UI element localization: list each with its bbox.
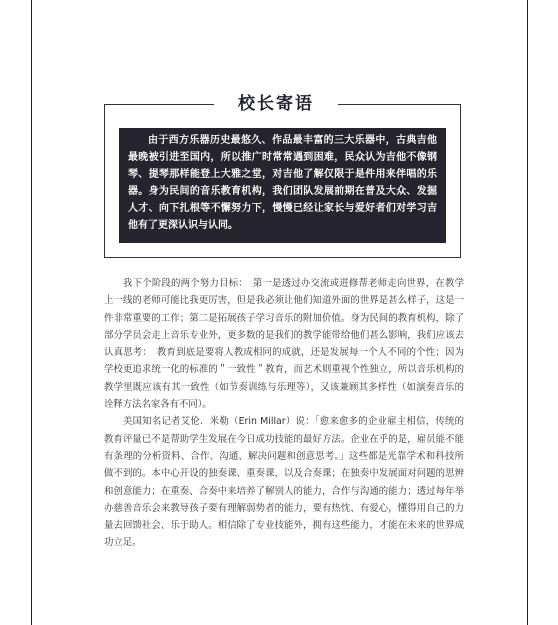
body-text <box>104 275 464 552</box>
intro-paragraph: 由于西方乐器历史最悠久、作品最丰富的三大乐器中，古典吉他最晚被引进至国内，所以推广时常常遇到困难，民众认为吉他不像钢琴、提琴那样能登上大雅之堂，对吉他了解仅限于是件用来伴唱的乐器。身为民间的音乐教育机构，我们团队发展前期在普及大众、发掘人才、向下扎根等不懈努力下，慢慢已经让家长与爱好者们对学习吉他有了更深认识与认同。 <box>128 135 437 231</box>
body-paragraph-1: 我下个阶段的两个努力目标： 第一是透过办交流或进修帮老师走向世界，在教学上一线的老师可能比我更厉害，但是我必须让他们知道外面的世界是甚么样子，这是一件非常重要的工作；第二是拓展孩子学习音乐的附加价值。身为民间的教育机构，除了部分学员会走上音乐专业外，更多数的是我们的教学能带给他们甚么影响，我们应该去认真思考： 教育到底是要将人教成相同的成就，还是发展每一个人不同的个性；因为学校更追求统一化的标准的＂一致性＂教育，而艺术则重视个性独立，所以音乐机构的教学里既应该有其一致性（如节奏训练与乐理等），又该兼顾其多样性（如演奏音乐的诠释方法名家各有不同）。 <box>104 278 464 411</box>
body-paragraph-2: 美国知名记者艾伦．米勒（Erin Millar）说：「愈来愈多的企业雇主相信，传统的教育评量已不是帮助学生发展在今日成功技能的最好方法。企业在乎的是，雇员能不能有条理的分析资料、合作、沟通、解决问题和创意思考。」这些都是光靠学术和科技所做不到的。本中心开设的独奏课、重奏课，以及合奏课；在独奏中发展面对问题的思辨和创意能力；在重奏、合奏中来培养了解别人的能力，合作与沟通的能力；透过每年举办慈善音乐会来教导孩子要有理解弱势者的能力，要有热忱、有爱心，懂得用自己的力量去回馈社会、乐于助人。相信除了专业技能外，拥有这些能力，才能在未来的世界成功立足。 <box>104 416 464 549</box>
page-edge-left <box>31 0 32 625</box>
page-edge-right <box>527 0 528 625</box>
intro-box <box>119 128 446 243</box>
page-title: 校长寄语 <box>214 90 338 118</box>
